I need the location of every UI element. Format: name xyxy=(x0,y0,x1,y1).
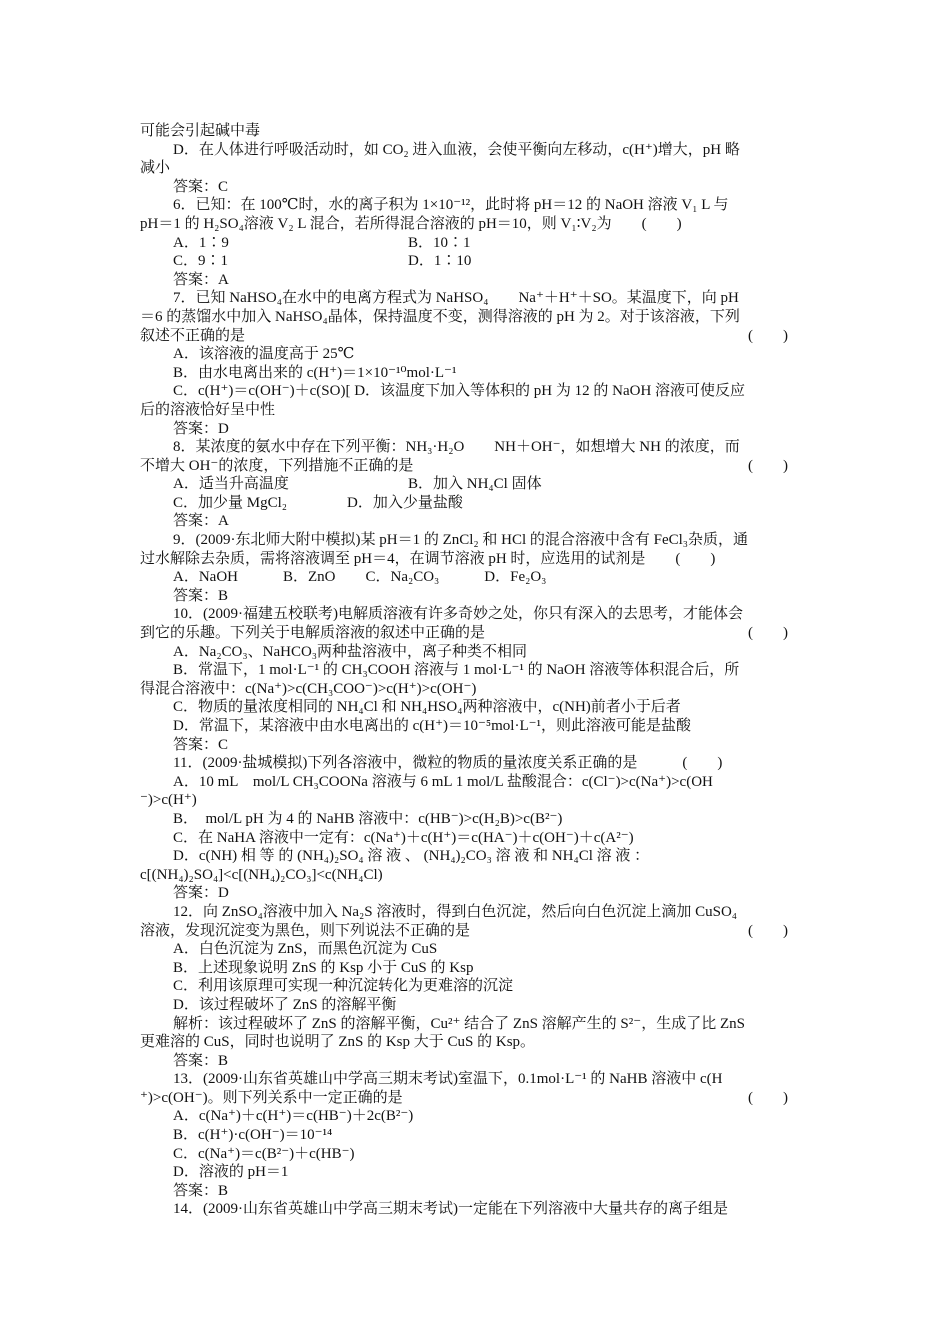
text-line xyxy=(140,252,812,271)
text-segment: A．适当升高温度 xyxy=(173,476,289,493)
option-text: B．10∶1 xyxy=(408,234,471,251)
text-line xyxy=(140,1070,812,1089)
text-segment: ＝6 的蒸馏水中加入 NaHSO₄晶体，保持温度不变，测得溶液的 pH 为 2。对于该溶液，下列 xyxy=(140,308,740,325)
text-line xyxy=(140,382,812,401)
text-segment: 可能会引起碱中毒 xyxy=(140,123,261,139)
text-line xyxy=(140,122,812,141)
text-segment: 9．(2009·东北师大附中模拟)某 pH＝1 的 ZnCl₂ 和 HCl 的混合溶液中含有 FeCl₃杂质，通 xyxy=(173,532,749,549)
text-line xyxy=(140,308,812,327)
text-segment: C．利用该原理可实现一种沉淀转化为更难溶的沉淀 xyxy=(173,978,514,995)
text-line xyxy=(140,196,812,215)
text-line xyxy=(140,884,812,903)
text-line xyxy=(140,773,812,792)
document-page xyxy=(140,122,812,1219)
text-line xyxy=(140,940,812,959)
text-line xyxy=(140,1107,812,1126)
text-segment: 10．(2009·福建五校联考)电解质溶液有许多奇妙之处，你只有深入的去思考，才能体会 xyxy=(173,606,743,623)
text-segment: 过水解除去杂质，需将溶液调至 pH＝4，在调节溶液 pH 时，应选用的试剂是 ( ) xyxy=(140,550,716,567)
text-segment: 13．(2009·山东省英雄山中学高三期末考试)室温下，0.1mol·L⁻¹ 的 NaHB 溶液中 c(H xyxy=(173,1071,723,1088)
text-line xyxy=(140,234,812,253)
text-line xyxy=(140,829,812,848)
text-line xyxy=(140,922,812,941)
text-segment: 溶液，发现沉淀变为黑色，则下列说法不正确的是 xyxy=(140,922,471,939)
text-segment: 11．(2009·盐城模拟)下列各溶液中，微粒的物质的量浓度关系正确的是 ( ) xyxy=(173,755,723,772)
text-segment: B．c(H⁺)·c(OH⁻)＝10⁻¹⁴ xyxy=(173,1127,333,1144)
text-line xyxy=(140,996,812,1015)
text-segment: pH＝1 的 H₂SO₄溶液 V₂ L 混合，若所得混合溶液的 pH＝10，则 V₁∶V₂为 ( ) xyxy=(140,215,682,232)
text-segment: A．白色沉淀为 ZnS，而黑色沉淀为 CuS xyxy=(173,941,438,958)
text-line xyxy=(140,1052,812,1071)
text-segment: 6．已知：在 100℃时，水的离子积为 1×10⁻¹²，此时将 pH＝12 的 NaOH 溶液 V₁ L 与 xyxy=(173,197,729,214)
text-line xyxy=(140,847,812,866)
text-segment: 12．向 ZnSO₄溶液中加入 Na₂S 溶液时，得到白色沉淀，然后向白色沉淀上滴加 CuSO₄ xyxy=(173,903,738,920)
text-segment: ⁻)>c(H⁺) xyxy=(140,792,197,809)
text-line xyxy=(140,1033,812,1052)
text-line xyxy=(140,1015,812,1034)
text-line xyxy=(140,531,812,550)
text-line xyxy=(140,420,812,439)
text-segment: C．在 NaHA 溶液中一定有：c(Na⁺)＋c(H⁺)＝c(HA⁻)＋c(OH⁻)＋c(A²⁻) xyxy=(173,829,634,846)
text-segment: B． mol/L pH 为 4 的 NaHB 溶液中：c(HB⁻)>c(H₂B)>c(B²⁻) xyxy=(173,810,563,827)
text-segment: 答案：D xyxy=(173,885,229,902)
text-segment: A．10 mL mol/L CH₃COONa 溶液与 6 mL 1 mol/L 盐酸混合：c(Cl⁻)>c(Na⁺)>c(OH xyxy=(173,773,713,790)
text-line xyxy=(140,810,812,829)
text-segment: 7．已知 NaHSO₄在水中的电离方程式为 NaHSO₄ Na⁺＋H⁺＋SO。某温度下，向 pH xyxy=(173,290,739,307)
text-line xyxy=(140,141,812,160)
text-line xyxy=(140,327,812,346)
text-line xyxy=(140,271,812,290)
option-text: B．加入 NH₄Cl 固体 xyxy=(408,476,542,493)
text-segment: C．加少量 MgCl₂ D．加入少量盐酸 xyxy=(173,494,463,511)
answer-bracket: ( ) xyxy=(748,457,788,474)
text-segment: 答案：B xyxy=(173,587,229,604)
text-line xyxy=(140,364,812,383)
text-line xyxy=(140,661,812,680)
text-segment: 到它的乐趣。下列关于电解质溶液的叙述中正确的是 xyxy=(140,625,486,642)
text-line xyxy=(140,903,812,922)
text-segment: 叙述不正确的是 xyxy=(140,327,246,344)
answer-bracket: ( ) xyxy=(748,1089,788,1106)
text-line xyxy=(140,512,812,531)
text-segment: B．由水电离出来的 c(H⁺)＝1×10⁻¹⁰mol·L⁻¹ xyxy=(173,364,457,381)
text-line xyxy=(140,438,812,457)
text-segment: 答案：B xyxy=(173,1182,229,1199)
text-segment: 不增大 OH⁻的浓度，下列措施不正确的是 xyxy=(140,457,414,474)
text-line xyxy=(140,568,812,587)
text-line xyxy=(140,178,812,197)
text-line xyxy=(140,159,812,178)
text-line xyxy=(140,401,812,420)
text-line xyxy=(140,643,812,662)
text-line xyxy=(140,605,812,624)
answer-bracket: ( ) xyxy=(748,625,788,642)
text-segment: D．c(NH) 相 等 的 (NH₄)₂SO₄ 溶 液 、 (NH₄)₂CO₃ 溶 液 和 NH₄Cl 溶 液 ： xyxy=(173,848,650,865)
text-line xyxy=(140,959,812,978)
text-line xyxy=(140,475,812,494)
text-line xyxy=(140,345,812,364)
text-segment: c[(NH₄)₂SO₄]<c[(NH₄)₂CO₃]<c(NH₄Cl) xyxy=(140,866,383,883)
text-line xyxy=(140,977,812,996)
text-line xyxy=(140,457,812,476)
text-line xyxy=(140,1089,812,1108)
text-line xyxy=(140,1145,812,1164)
text-segment: ⁺)>c(OH⁻)。则下列关系中一定正确的是 xyxy=(140,1089,403,1106)
text-line xyxy=(140,680,812,699)
answer-bracket: ( ) xyxy=(748,922,788,939)
text-line xyxy=(140,494,812,513)
text-line xyxy=(140,1200,812,1219)
text-segment: A．c(Na⁺)＋c(H⁺)＝c(HB⁻)＋2c(B²⁻) xyxy=(173,1108,414,1125)
text-segment: A．1∶9 xyxy=(173,234,229,251)
text-line xyxy=(140,866,812,885)
text-segment: 后的溶液恰好呈中性 xyxy=(140,401,276,418)
option-text: D．1∶10 xyxy=(408,253,472,270)
text-segment: D．溶液的 pH＝1 xyxy=(173,1164,289,1181)
answer-bracket: ( ) xyxy=(748,327,788,344)
text-segment: C．9∶1 xyxy=(173,253,229,270)
text-segment: 答案：C xyxy=(173,178,229,195)
text-segment: 更难溶的 CuS，同时也说明了 ZnS 的 Ksp 大于 CuS 的 Ksp。 xyxy=(140,1034,536,1051)
text-segment: 答案：A xyxy=(173,271,229,288)
text-segment: D．在人体进行呼吸活动时，如 CO₂ 进入血液，会使平衡向左移动，c(H⁺)增大，pH 略 xyxy=(173,141,740,158)
text-segment: 答案：C xyxy=(173,736,229,753)
text-segment: D．该过程破坏了 ZnS 的溶解平衡 xyxy=(173,996,397,1013)
text-line xyxy=(140,289,812,308)
text-segment: C．物质的量浓度相同的 NH₄Cl 和 NH₄HSO₄两种溶液中，c(NH)前者小于后者 xyxy=(173,699,681,716)
text-segment: A．该溶液的温度高于 25℃ xyxy=(173,346,355,363)
text-line xyxy=(140,736,812,755)
text-line xyxy=(140,624,812,643)
text-segment: A．Na₂CO₃、NaHCO₃两种盐溶液中，离子种类不相同 xyxy=(173,643,528,660)
text-segment: C．c(H⁺)＝c(OH⁻)＋c(SO)[ D．该温度下加入等体积的 pH 为 12 的 NaOH 溶液可使反应 xyxy=(173,383,746,400)
text-line xyxy=(140,587,812,606)
text-segment: B．常温下，1 mol·L⁻¹ 的 CH₃COOH 溶液与 1 mol·L⁻¹ 的 NaOH 溶液等体积混合后，所 xyxy=(173,662,740,679)
text-line xyxy=(140,550,812,569)
text-line xyxy=(140,1163,812,1182)
text-segment: B．上述现象说明 ZnS 的 Ksp 小于 CuS 的 Ksp xyxy=(173,959,474,976)
text-segment: 答案：B xyxy=(173,1052,229,1069)
text-segment: 答案：A xyxy=(173,513,229,530)
text-segment: 答案：D xyxy=(173,420,229,437)
text-segment: 得混合溶液中：c(Na⁺)>c(CH₃COO⁻)>c(H⁺)>c(OH⁻) xyxy=(140,680,477,697)
text-line xyxy=(140,754,812,773)
text-segment: 解析：该过程破坏了 ZnS 的溶解平衡，Cu²⁺ 结合了 ZnS 溶解产生的 S²⁻，生成了比 ZnS xyxy=(173,1015,745,1032)
text-segment: 减小 xyxy=(140,160,171,177)
text-line xyxy=(140,1126,812,1145)
text-line xyxy=(140,215,812,234)
text-line xyxy=(140,717,812,736)
text-line xyxy=(140,698,812,717)
text-line xyxy=(140,1182,812,1201)
text-segment: 14．(2009·山东省英雄山中学高三期末考试)一定能在下列溶液中大量共存的离子组是 xyxy=(173,1201,728,1218)
text-segment: 8．某浓度的氨水中存在下列平衡：NH₃·H₂O NH＋OH⁻，如想增大 NH 的浓度，而 xyxy=(173,439,740,456)
text-segment: D．常温下，某溶液中由水电离出的 c(H⁺)＝10⁻⁵mol·L⁻¹，则此溶液可能是盐酸 xyxy=(173,718,692,734)
text-segment: A．NaOH B．ZnO C．Na₂CO₃ D．Fe₂O₃ xyxy=(173,569,547,586)
text-line xyxy=(140,791,812,810)
text-segment: C．c(Na⁺)＝c(B²⁻)＋c(HB⁻) xyxy=(173,1145,355,1162)
